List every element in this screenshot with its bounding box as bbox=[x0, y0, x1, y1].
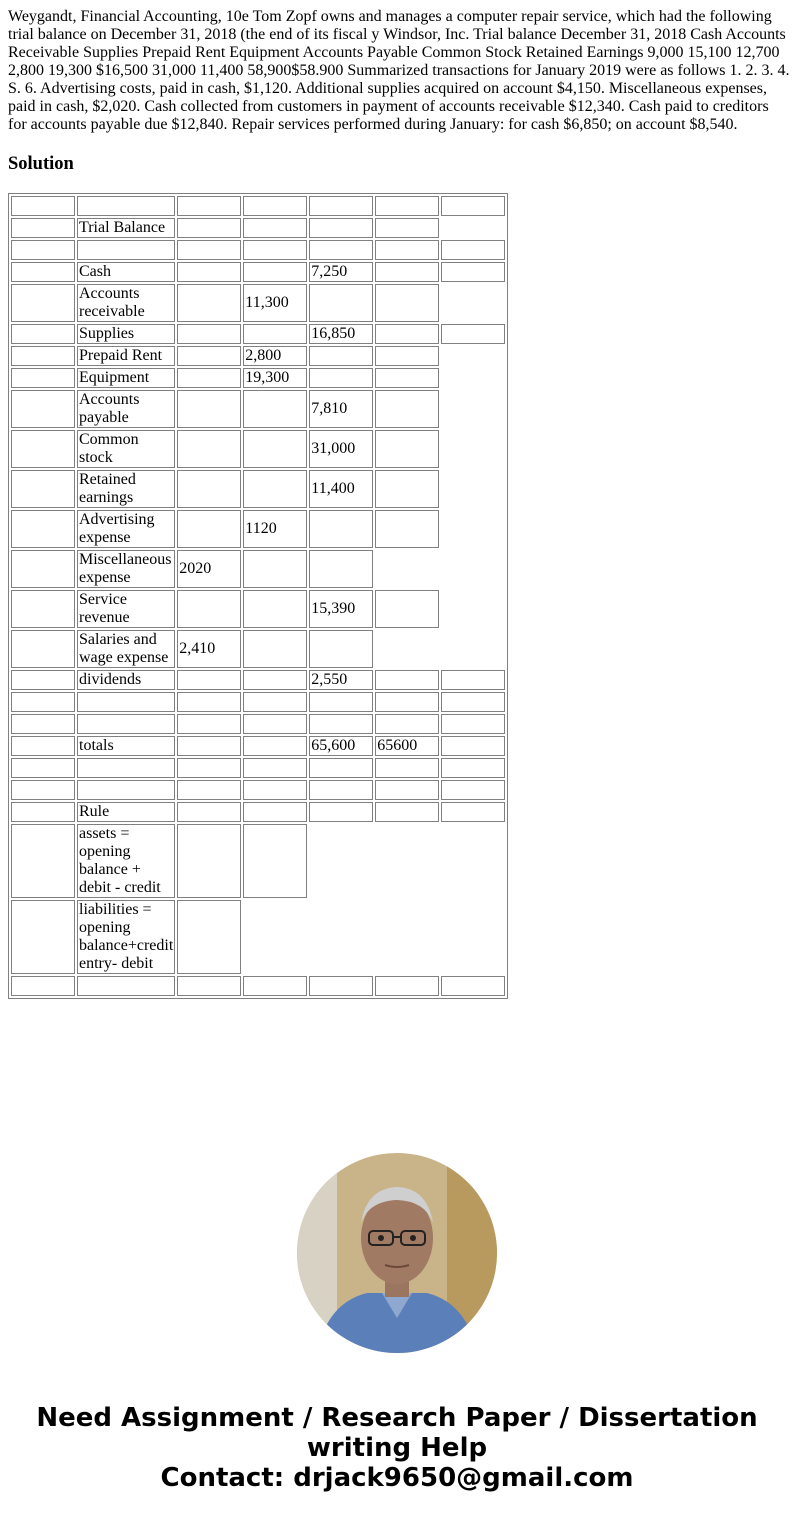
empty-space bbox=[441, 218, 505, 238]
table-row bbox=[11, 692, 505, 712]
table-cell bbox=[11, 196, 75, 216]
table-cell bbox=[177, 900, 241, 974]
table-cell bbox=[441, 976, 505, 996]
table-cell bbox=[177, 470, 241, 508]
table-cell bbox=[375, 590, 439, 628]
table-cell: assets = opening balance + debit - credit bbox=[77, 824, 175, 898]
table-cell bbox=[309, 196, 373, 216]
table-cell: Trial Balance bbox=[77, 218, 175, 238]
table-cell bbox=[177, 240, 241, 260]
table-cell: Miscellaneous expense bbox=[77, 550, 175, 588]
table-cell bbox=[177, 262, 241, 282]
table-cell bbox=[177, 346, 241, 366]
empty-space bbox=[441, 630, 505, 668]
table-cell bbox=[441, 262, 505, 282]
table-cell bbox=[11, 976, 75, 996]
solution-heading: Solution bbox=[8, 154, 74, 174]
table-cell: Service revenue bbox=[77, 590, 175, 628]
table-cell bbox=[177, 758, 241, 778]
empty-space bbox=[441, 900, 505, 974]
table-cell bbox=[11, 510, 75, 548]
table-cell bbox=[177, 590, 241, 628]
table-cell bbox=[375, 780, 439, 800]
table-row bbox=[11, 550, 505, 588]
empty-space bbox=[441, 430, 505, 468]
table-row bbox=[11, 196, 505, 216]
table-cell bbox=[11, 802, 75, 822]
table-cell: 11,400 bbox=[309, 470, 373, 508]
table-cell bbox=[11, 430, 75, 468]
table-cell bbox=[177, 390, 241, 428]
table-row bbox=[11, 510, 505, 548]
table-cell bbox=[375, 346, 439, 366]
table-cell bbox=[309, 780, 373, 800]
table-cell bbox=[11, 590, 75, 628]
table-cell: 11,300 bbox=[243, 284, 307, 322]
table-cell bbox=[375, 430, 439, 468]
table-cell bbox=[243, 736, 307, 756]
table-cell bbox=[77, 692, 175, 712]
table-cell bbox=[11, 780, 75, 800]
empty-space bbox=[441, 284, 505, 322]
table-cell bbox=[375, 670, 439, 690]
table-cell bbox=[77, 976, 175, 996]
empty-space bbox=[441, 470, 505, 508]
table-cell bbox=[243, 714, 307, 734]
table-cell bbox=[375, 284, 439, 322]
table-row bbox=[11, 470, 505, 508]
table-cell bbox=[441, 714, 505, 734]
table-cell: Cash bbox=[77, 262, 175, 282]
table-row bbox=[11, 240, 505, 260]
table-row bbox=[11, 670, 505, 690]
table-cell bbox=[375, 196, 439, 216]
table-cell bbox=[309, 714, 373, 734]
table-row bbox=[11, 758, 505, 778]
table-row bbox=[11, 262, 505, 282]
empty-space bbox=[441, 550, 505, 588]
table-cell: 31,000 bbox=[309, 430, 373, 468]
table-cell: 7,810 bbox=[309, 390, 373, 428]
table-cell bbox=[375, 324, 439, 344]
table-cell bbox=[177, 824, 241, 898]
empty-space bbox=[375, 900, 439, 974]
question-text: Weygandt, Financial Accounting, 10e Tom Zopf owns and manages a computer repair service, which had the following trial balance on December 31, 2018 (the end of its fiscal y Windsor, Inc. Trial balance December 31, 2018 Cash Accounts Receivable Supplies Prepaid Rent Equipment Accounts Payable Common Stock Retained Earnings 9,000 15,100 12,700 2,800 19,300 $16,500 31,000 11,400 58,900$58.900 Summarized transactions for January 2019 were as follows 1. 2. 3. 4. S. 6. Advertising costs, paid in cash, $1,120. Additional supplies acquired on account $4,150. Miscellaneous expenses, paid in cash, $2,020. Cash collected from customers in payment of accounts receivable $12,340. Cash paid to creditors for accounts payable due $12,840. Repair services performed during January: for cash $6,850; on account $8,540. bbox=[8, 8, 790, 133]
table-cell bbox=[11, 900, 75, 974]
table-cell bbox=[309, 758, 373, 778]
promo-contact: Contact: drjack9650@gmail.com bbox=[160, 1463, 634, 1493]
table-cell bbox=[11, 324, 75, 344]
promo-banner bbox=[0, 1403, 794, 1493]
table-cell bbox=[11, 346, 75, 366]
table-cell: 2,410 bbox=[177, 630, 241, 668]
table-cell bbox=[177, 218, 241, 238]
promo-line-2: writing Help bbox=[306, 1433, 488, 1463]
table-row bbox=[11, 780, 505, 800]
table-row bbox=[11, 736, 505, 756]
table-cell bbox=[375, 714, 439, 734]
table-cell bbox=[441, 670, 505, 690]
table-cell bbox=[177, 670, 241, 690]
table-cell: 65,600 bbox=[309, 736, 373, 756]
table-cell: Supplies bbox=[77, 324, 175, 344]
table-cell bbox=[243, 196, 307, 216]
table-cell bbox=[243, 470, 307, 508]
table-cell bbox=[177, 736, 241, 756]
trial-balance-table bbox=[8, 193, 508, 999]
table-row bbox=[11, 630, 505, 668]
author-avatar bbox=[297, 1153, 497, 1353]
table-cell bbox=[375, 262, 439, 282]
person-photo-icon bbox=[297, 1153, 497, 1353]
table-cell: Common stock bbox=[77, 430, 175, 468]
empty-space bbox=[441, 510, 505, 548]
table-row bbox=[11, 430, 505, 468]
empty-space bbox=[441, 368, 505, 388]
table-row bbox=[11, 284, 505, 322]
table-cell bbox=[309, 550, 373, 588]
table-cell bbox=[11, 824, 75, 898]
table-cell bbox=[11, 550, 75, 588]
table-row bbox=[11, 900, 505, 974]
table-cell bbox=[441, 758, 505, 778]
empty-space bbox=[243, 900, 307, 974]
table-cell bbox=[177, 324, 241, 344]
table-cell bbox=[375, 692, 439, 712]
table-cell bbox=[243, 802, 307, 822]
empty-space bbox=[441, 590, 505, 628]
table-cell bbox=[375, 390, 439, 428]
table-cell bbox=[243, 692, 307, 712]
table-cell: 2,550 bbox=[309, 670, 373, 690]
table-cell: liabilities = opening balance+credit entry- debit bbox=[79, 901, 174, 972]
table-cell bbox=[309, 218, 373, 238]
table-cell bbox=[309, 284, 373, 322]
empty-space bbox=[375, 824, 439, 898]
table-cell bbox=[243, 758, 307, 778]
table-cell: Salaries and wage expense bbox=[77, 630, 175, 668]
table-cell: Accounts payable bbox=[77, 390, 175, 428]
table-cell bbox=[243, 324, 307, 344]
table-row bbox=[11, 976, 505, 996]
empty-space bbox=[309, 824, 373, 898]
promo-line-1: Need Assignment / Research Paper / Dissertation bbox=[36, 1403, 758, 1433]
table-row bbox=[11, 714, 505, 734]
table-cell: 16,850 bbox=[309, 324, 373, 344]
table-cell bbox=[243, 430, 307, 468]
table-cell bbox=[11, 240, 75, 260]
table-cell bbox=[11, 692, 75, 712]
empty-space bbox=[309, 900, 373, 974]
table-cell bbox=[243, 630, 307, 668]
trial-balance-body bbox=[11, 196, 505, 996]
table-row bbox=[11, 824, 505, 898]
table-cell bbox=[309, 802, 373, 822]
table-cell bbox=[375, 976, 439, 996]
table-cell bbox=[11, 630, 75, 668]
table-cell bbox=[77, 780, 175, 800]
table-cell: Rule bbox=[77, 802, 175, 822]
table-cell bbox=[441, 736, 505, 756]
table-cell: Equipment bbox=[77, 368, 175, 388]
table-cell: 19,300 bbox=[243, 368, 307, 388]
table-cell: 65600 bbox=[375, 736, 439, 756]
table-cell bbox=[177, 510, 241, 548]
table-cell bbox=[243, 390, 307, 428]
table-cell bbox=[11, 218, 75, 238]
empty-space bbox=[441, 346, 505, 366]
table-cell bbox=[309, 346, 373, 366]
table-cell bbox=[11, 670, 75, 690]
table-cell bbox=[77, 240, 175, 260]
table-cell: Prepaid Rent bbox=[77, 346, 175, 366]
table-cell bbox=[11, 284, 75, 322]
table-cell bbox=[309, 630, 373, 668]
table-cell bbox=[441, 692, 505, 712]
table-cell bbox=[77, 714, 175, 734]
table-cell: 7,250 bbox=[309, 262, 373, 282]
table-cell bbox=[375, 510, 439, 548]
table-cell bbox=[11, 262, 75, 282]
table-cell bbox=[309, 692, 373, 712]
table-cell bbox=[11, 368, 75, 388]
table-row bbox=[11, 324, 505, 344]
table-cell bbox=[177, 196, 241, 216]
table-row bbox=[11, 368, 505, 388]
table-cell bbox=[243, 780, 307, 800]
table-row bbox=[11, 590, 505, 628]
table-cell bbox=[177, 780, 241, 800]
table-cell bbox=[375, 758, 439, 778]
table-cell: 2,800 bbox=[243, 346, 307, 366]
table-cell bbox=[309, 368, 373, 388]
table-cell bbox=[77, 758, 175, 778]
table-cell bbox=[243, 550, 307, 588]
table-cell bbox=[243, 670, 307, 690]
table-cell bbox=[441, 780, 505, 800]
table-cell bbox=[375, 368, 439, 388]
table-cell bbox=[11, 736, 75, 756]
table-cell bbox=[77, 196, 175, 216]
table-cell bbox=[375, 218, 439, 238]
table-row bbox=[11, 346, 505, 366]
table-cell bbox=[375, 240, 439, 260]
table-cell: totals bbox=[77, 736, 175, 756]
table-cell bbox=[177, 430, 241, 468]
table-cell bbox=[11, 390, 75, 428]
table-cell: Accounts receivable bbox=[77, 284, 175, 322]
table-cell bbox=[11, 714, 75, 734]
table-cell bbox=[441, 196, 505, 216]
empty-space bbox=[375, 630, 439, 668]
table-cell bbox=[243, 590, 307, 628]
table-cell: dividends bbox=[77, 670, 175, 690]
table-cell bbox=[441, 240, 505, 260]
table-cell bbox=[177, 692, 241, 712]
table-cell bbox=[243, 824, 307, 898]
table-row bbox=[11, 390, 505, 428]
table-cell bbox=[243, 976, 307, 996]
table-cell bbox=[11, 758, 75, 778]
table-cell: Retained earnings bbox=[77, 470, 175, 508]
empty-space bbox=[375, 550, 439, 588]
table-cell bbox=[177, 368, 241, 388]
table-cell bbox=[11, 470, 75, 508]
table-cell bbox=[309, 976, 373, 996]
table-cell: 1120 bbox=[243, 510, 307, 548]
table-cell bbox=[375, 470, 439, 508]
empty-space bbox=[441, 824, 505, 898]
table-cell bbox=[441, 324, 505, 344]
table-cell: 2020 bbox=[177, 550, 241, 588]
table-cell bbox=[177, 714, 241, 734]
table-cell bbox=[177, 976, 241, 996]
table-cell: 15,390 bbox=[309, 590, 373, 628]
table-row bbox=[11, 802, 505, 822]
table-cell bbox=[375, 802, 439, 822]
table-cell: Advertising expense bbox=[77, 510, 175, 548]
table-cell bbox=[441, 802, 505, 822]
table-cell bbox=[309, 510, 373, 548]
empty-space bbox=[441, 390, 505, 428]
table-cell bbox=[243, 218, 307, 238]
table-cell bbox=[243, 262, 307, 282]
table-cell bbox=[177, 284, 241, 322]
table-cell bbox=[243, 240, 307, 260]
table-cell bbox=[309, 240, 373, 260]
table-row bbox=[11, 218, 505, 238]
table-cell bbox=[177, 802, 241, 822]
